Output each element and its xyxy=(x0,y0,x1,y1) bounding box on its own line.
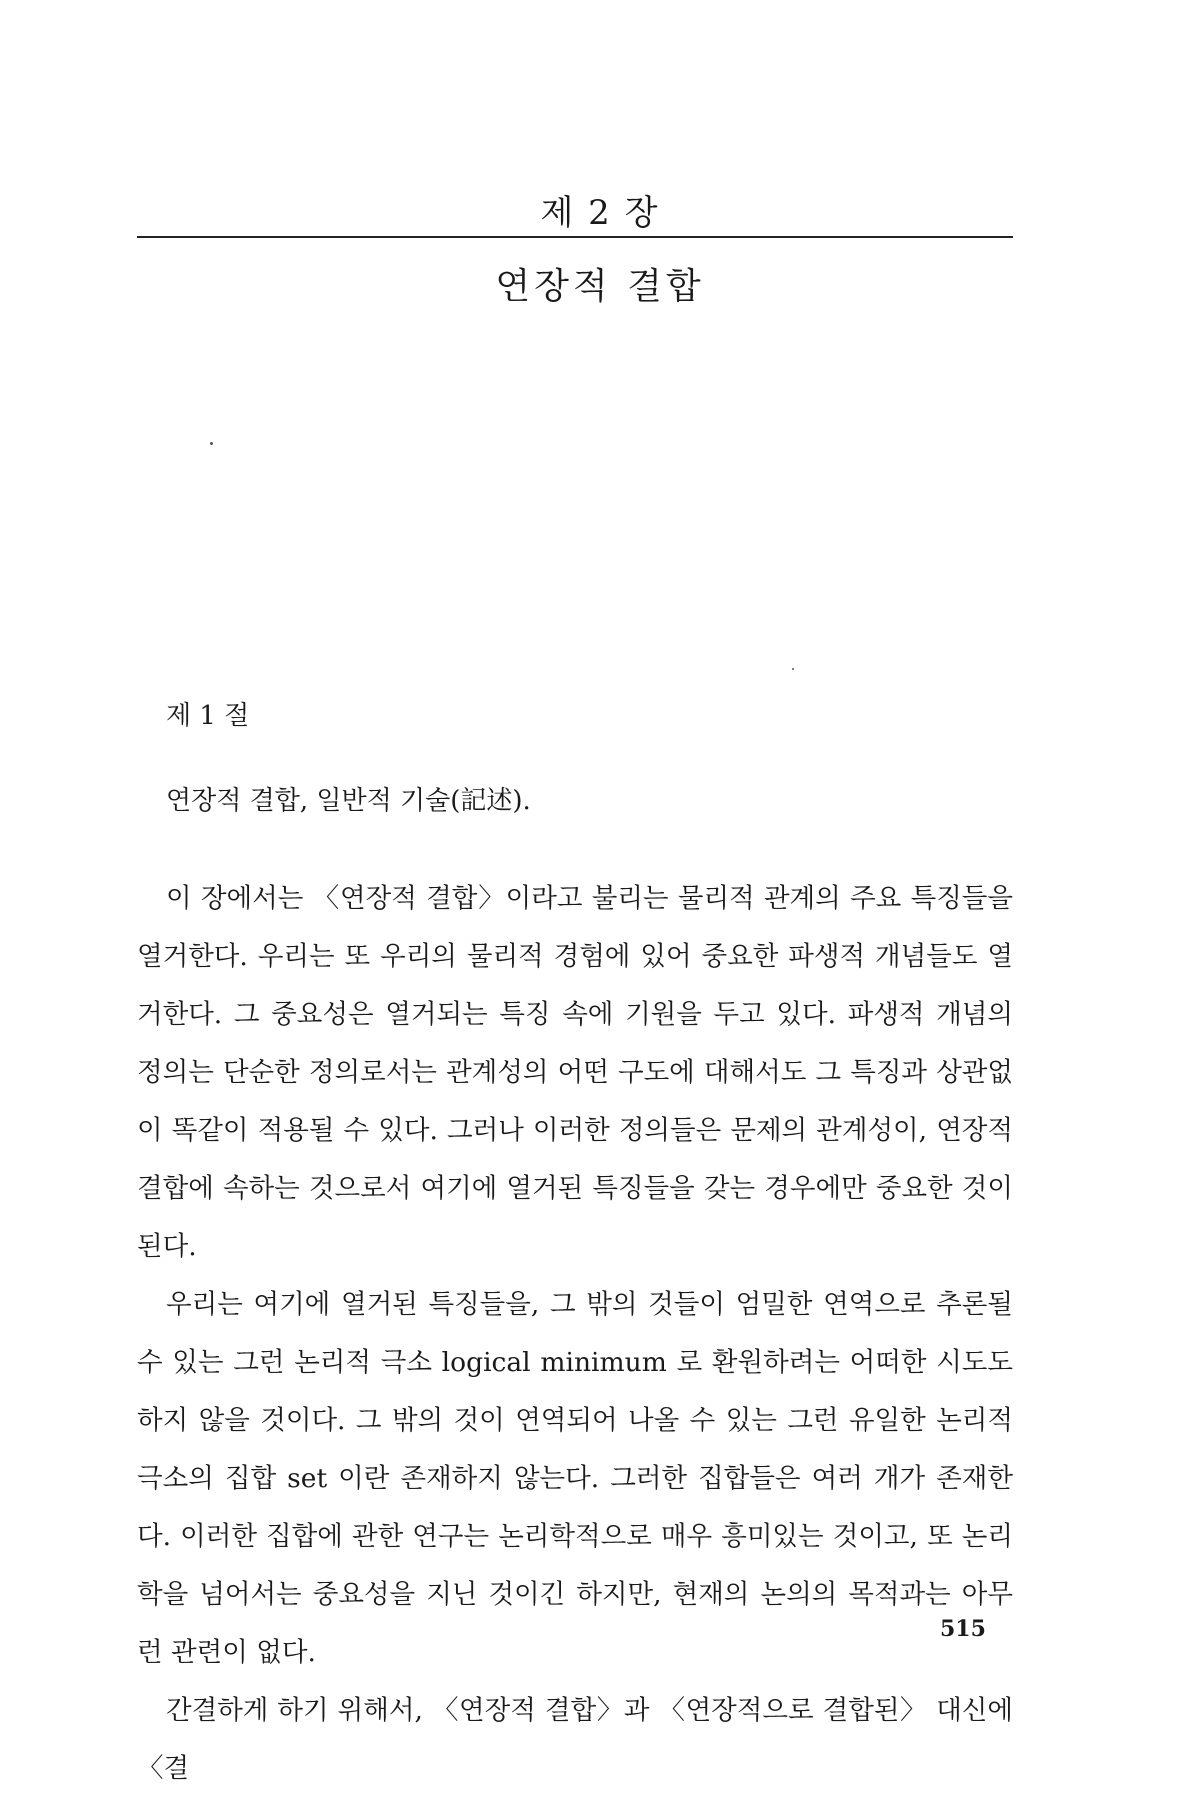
body-text xyxy=(137,870,1013,1798)
section-number: 제 1 절 xyxy=(166,701,250,731)
paragraph: 간결하게 하기 위해서, 〈연장적 결합〉과 〈연장적으로 결합된〉 대신에 〈결 xyxy=(137,1695,1013,1784)
paragraph: 이 장에서는 〈연장적 결합〉이라고 불리는 물리적 관계의 주요 특징들을 열거한다. 우리는 또 우리의 물리적 경험에 있어 중요한 파생적 개념들도 열거한다. 그 중요성은 열거되는 특징 속에 기원을 두고 있다. 파생적 개념의 정의는 단순한 정의로서는 관계성의 어떤 구도에 대해서도 그 특징과 상관없이 똑같이 적용될 수 있다. 그러나 이러한 정의들은 문제의 관계성이, 연장적 결합에 속하는 것으로서 여기에 열거된 특징들을 갖는 경우에만 중요한 것이 된다. xyxy=(137,883,1013,1262)
chapter-title: 연장적 결합 xyxy=(495,266,705,307)
section-title: 연장적 결합, 일반적 기술(記述). xyxy=(166,786,531,816)
chapter-divider xyxy=(137,236,1013,238)
scan-speck xyxy=(792,668,794,670)
chapter-number: 제 2 장 xyxy=(540,193,660,233)
page-number: 515 xyxy=(940,1616,986,1642)
scan-speck xyxy=(210,442,213,445)
paragraph: 우리는 여기에 열거된 특징들을, 그 밖의 것들이 엄밀한 연역으로 추론될 수 있는 그런 논리적 극소 logical minimum 로 환원하려는 어떠한 시도도 하지 않을 것이다. 그 밖의 것이 연역되어 나올 수 있는 그런 유일한 논리적 극소의 집합 set 이란 존재하지 않는다. 그러한 집합들은 여러 개가 존재한다. 이러한 집합에 관한 연구는 논리학적으로 매우 흥미있는 것이고, 또 논리학을 넘어서는 중요성을 지닌 것이긴 하지만, 현재의 논의의 목적과는 아무런 관련이 없다. xyxy=(137,1289,1013,1668)
